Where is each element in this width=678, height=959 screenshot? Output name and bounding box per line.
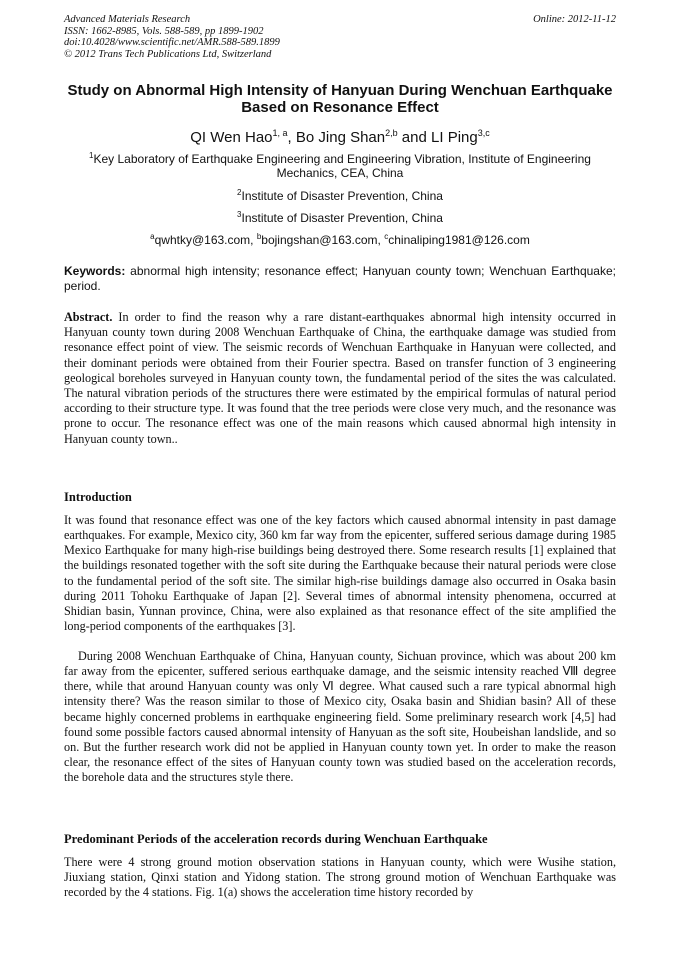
affiliation-sup: 1 — [89, 151, 94, 160]
author-name: LI Ping — [431, 129, 478, 146]
email-link[interactable]: chinaliping1981@126.com — [388, 233, 530, 247]
author-list — [64, 124, 616, 147]
affiliation-text: Key Laboratory of Earthquake Engineering and Engineering Vibration, Institute of Engineering Mechanics, CEA, China — [93, 152, 591, 180]
affiliation-text: Institute of Disaster Prevention, China — [241, 211, 443, 225]
issn-line: ISSN: 1662-8985, Vols. 588-589, pp 1899-1902 — [64, 25, 264, 37]
affiliation-sup: 3 — [237, 210, 242, 219]
paragraph: There were 4 strong ground motion observation stations in Hanyuan county, which were Wusihe station, Jiuxiang station, Qinxi station and Yidong station. The strong ground motion of Wenchuan Earthquake was recorded by the 4 stations. Fig. 1(a) shows the acceleration time history recorded by — [64, 855, 616, 900]
journal-name: Advanced Materials Research — [64, 14, 191, 25]
author-sup: 3,c — [477, 128, 490, 138]
keywords-text: abnormal high intensity; resonance effect; Hanyuan county town; Wenchuan Earthquake; period. — [64, 264, 616, 293]
author-name: Bo Jing Shan — [295, 129, 386, 146]
affiliation-text: Institute of Disaster Prevention, China — [241, 189, 443, 203]
keywords-block — [64, 264, 616, 293]
author-sup: 2,b — [385, 128, 398, 138]
paragraph: It was found that resonance effect was one of the key factors which caused abnormal intensity in past damage earthquakes. For example, Mexico city, 360 km far way from the epicenter, suffered serious damage during 1985 Mexico Earthquake for many high-rise buildings being destroyed there. Some research results [1] explained that the buildings resonated together with the soft site during the Earthquake because their natural periods were close to the fundamental period of the soft site. The similar high-rise buildings damage also occurred in Osaka basin during 2011 Tohoku Earthquake of Japan [2]. Several times of abnormal intensity phenomena, occurred at Shidian basin, Yunnan province, China, were also explained as that resonance effect of the site amplified the long-period components of the earthquakes [3]. — [64, 513, 616, 634]
email-link[interactable]: bojingshan@163.com, — [261, 233, 385, 247]
author-separator: and — [397, 129, 432, 146]
abstract-label: Abstract. — [64, 310, 113, 324]
paragraph: During 2008 Wenchuan Earthquake of China, Hanyuan county, Sichuan province, which was about 200 km far away from the epicenter, suffered serious earthquake damage, and the seismic intensity reached Ⅷ degree there, while that around Hanyuan county was only Ⅵ degree. What caused such a rare typical abnormal high intensity there? Was the reason similar to those of Mexico city, Osaka basin and Shidian basin? All of these became highly concerned problems in earthquake engineering field. Some preliminary research work [4,5] had found some possible factors caused abnormal intensity of Hanyuan as the soft site, Houbeishan landslide, and so on. But the further research work did not be applied in Hanyuan county town yet. In order to make the reason clear, the resonance effect of the sites of Hanyuan county town was studied based on the acceleration records, the borehole data and the structures style there. — [64, 649, 616, 785]
author-separator: , — [287, 129, 296, 146]
section-heading-introduction: Introduction — [64, 490, 132, 504]
paper-title: Study on Abnormal High Intensity of Hanyuan During Wenchuan Earthquake Based on Resonance Effect — [67, 82, 613, 116]
keywords-label: Keywords: — [64, 264, 126, 278]
email-sup: a — [150, 232, 155, 241]
email-sup: c — [384, 232, 389, 241]
online-date: Online: 2012-11-12 — [533, 14, 616, 25]
affiliation-1 — [64, 149, 616, 180]
author-name: QI Wen Hao — [190, 129, 273, 146]
abstract-block — [64, 310, 616, 447]
affiliation-3 — [64, 208, 616, 225]
author-sup: 1, a — [272, 128, 288, 138]
email-link[interactable]: qwhtky@163.com, — [154, 233, 257, 247]
abstract-text: In order to find the reason why a rare distant-earthquakes abnormal high intensity occurred in Hanyuan county town during 2008 Wenchuan Earthquake of China, the earthquake damage was studied from resonance effect point of view. The seismic records of Wenchuan Earthquake in Hanyuan were collected, and their dominant periods were obtained from their Fourier spectra. Based on transfer function of 3 engineering geological boreholes surveyed in Hanyuan county town, the fundamental period of the sites the was calculated. The natural vibration periods of the structures there were estimated by the empirical formulas of natural period according to their structure type. It was found that the tree periods were close very much, and the resonance was prone to occur. The resonance effect was one of the main reasons which caused abnormal high intensity in Hanyuan county town.. — [64, 310, 616, 446]
section-heading-predominant-periods: Predominant Periods of the acceleration records during Wenchuan Earthquake — [64, 832, 488, 846]
affiliation-2 — [64, 186, 616, 203]
email-sup: b — [256, 232, 262, 241]
doi-line: doi:10.4028/www.scientific.net/AMR.588-589.1899 — [64, 37, 280, 49]
copyright-line: © 2012 Trans Tech Publications Ltd, Switzerland — [64, 48, 272, 60]
email-line — [64, 230, 616, 247]
affiliation-sup: 2 — [237, 188, 242, 197]
journal-header — [64, 14, 616, 60]
